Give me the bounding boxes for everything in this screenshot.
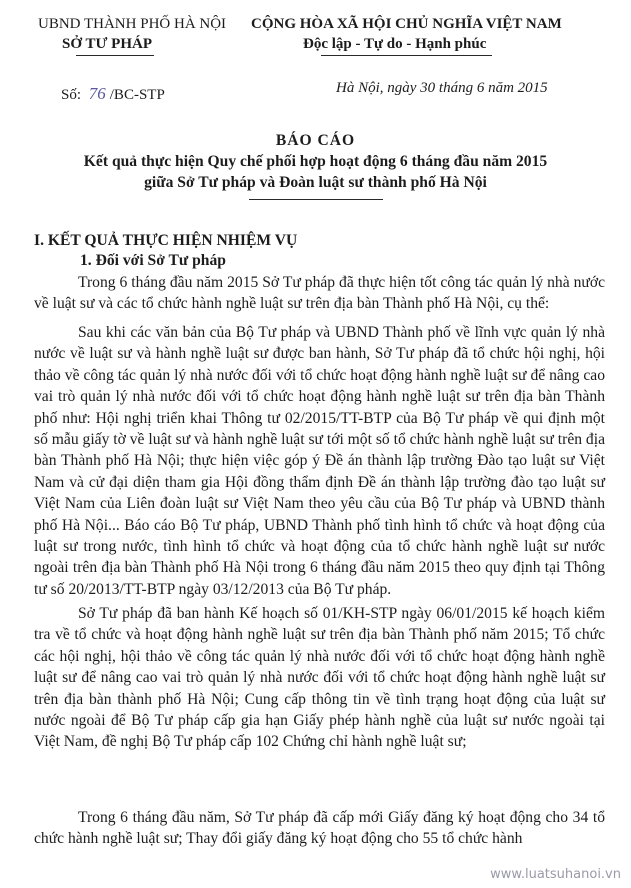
document-title: BÁO CÁO — [275, 132, 356, 149]
handwritten-number: 76 — [88, 84, 106, 103]
paragraph-3: Sở Tư pháp đã ban hành Kế hoạch số 01/KH-STP ngày 06/01/2015 kế hoạch kiểm tra về tổ chức và hoạt động hành nghề luật sư trên địa bàn Thành phố năm 2015; Tổ chức các hội nghị, hội thảo về công tác quản lý nhà nước đối với tổ chức hoạt động hành nghề luật sư để nâng cao vai trò quản lý nhà nước đối với tổ chức hoạt động hành nghề luật sư trên địa bàn thành phố Hà Nội; Cung cấp thông tin về tình trạng hoạt động của luật sư nước ngoài để Bộ Tư pháp cấp gia hạn Giấy phép hành nghề của luật sư nước ngoài tại Việt Nam, đề nghị Bộ Tư pháp cấp 102 Chứng chỉ hành nghề luật sư; — [34, 605, 605, 751]
section-heading: I. KẾT QUẢ THỰC HIỆN NHIỆM VỤ — [34, 232, 298, 249]
paragraph-4: Trong 6 tháng đầu năm, Sở Tư pháp đã cấp mới Giấy đăng ký hoạt động cho 34 tổ chức hành nghề luật sư; Thay đổi giấy đăng ký hoạt động cho 55 tổ chức hành — [34, 809, 605, 848]
document-date: Hà Nội, ngày 30 tháng 6 năm 2015 — [336, 80, 548, 96]
country-name: CỘNG HÒA XÃ HỘI CHỦ NGHĨA VIỆT NAM — [251, 16, 562, 32]
org-name: UBND THÀNH PHỐ HÀ NỘI — [38, 16, 227, 32]
title-line-2: giữa Sở Tư pháp và Đoàn luật sư thành phố Hà Nội — [144, 174, 487, 191]
number-suffix: /BC-STP — [109, 87, 165, 103]
motto-underline — [321, 55, 492, 56]
title-underline — [249, 199, 383, 200]
document-number — [61, 84, 165, 104]
number-prefix: Số: — [61, 87, 82, 103]
subsection-heading: 1. Đối với Sở Tư pháp — [80, 252, 226, 269]
title-line-1: Kết quả thực hiện Quy chế phối hợp hoạt động 6 tháng đầu năm 2015 — [83, 153, 548, 170]
motto: Độc lập - Tự do - Hạnh phúc — [303, 36, 487, 52]
watermark: www.luatsuhanoi.vn — [490, 867, 621, 882]
department-underline — [76, 55, 154, 56]
paragraph-2: Sau khi các văn bản của Bộ Tư pháp và UBND Thành phố về lĩnh vực quản lý nhà nước về luật sư và hành nghề luật sư được ban hành, Sở Tư pháp đã tổ chức hội nghị, hội thảo về công tác quản lý nhà nước đối với tổ chức hoạt động hành nghề luật sư để nâng cao vai trò quản lý nhà nước đối với tổ chức hoạt động hành nghề luật sư trên địa bàn Thành phố như: Hội nghị triển khai Thông tư 02/2015/TT-BTP của Bộ Tư pháp về qui định một số mẫu giấy tờ về luật sư và hành nghề luật sư tới một số tổ chức hành nghề luật sư trên địa bàn Thành phố Hà Nội; thực hiện việc góp ý Đề án thành lập trường Đào tạo luật sư Việt Nam và cử đại diện tham gia Hội đồng thẩm định Đề án thành lập trường đào tạo luật sư Việt Nam của Liên đoàn luật sư Việt Nam theo yêu cầu của Bộ Tư pháp và UBND thành phố Hà Nội... Báo cáo Bộ Tư pháp, UBND Thành phố tình hình tổ chức và hoạt động của luật sư trong nước, tình hình tổ chức và hoạt động của tổ chức hành nghề luật sư nước ngoài trên địa bàn Thành phố Hà Nội trong 6 tháng đầu năm 2015 theo quy định tại Thông tư số 20/2013/TT-BTP ngày 03/12/2013 của Bộ Tư pháp. — [34, 324, 605, 598]
paragraph-1: Trong 6 tháng đầu năm 2015 Sở Tư pháp đã thực hiện tốt công tác quản lý nhà nước về luật sư và các tổ chức hành nghề luật sư trên địa bàn Thành phố Hà Nội, cụ thể: — [34, 274, 605, 313]
department-name: SỞ TƯ PHÁP — [62, 36, 153, 52]
